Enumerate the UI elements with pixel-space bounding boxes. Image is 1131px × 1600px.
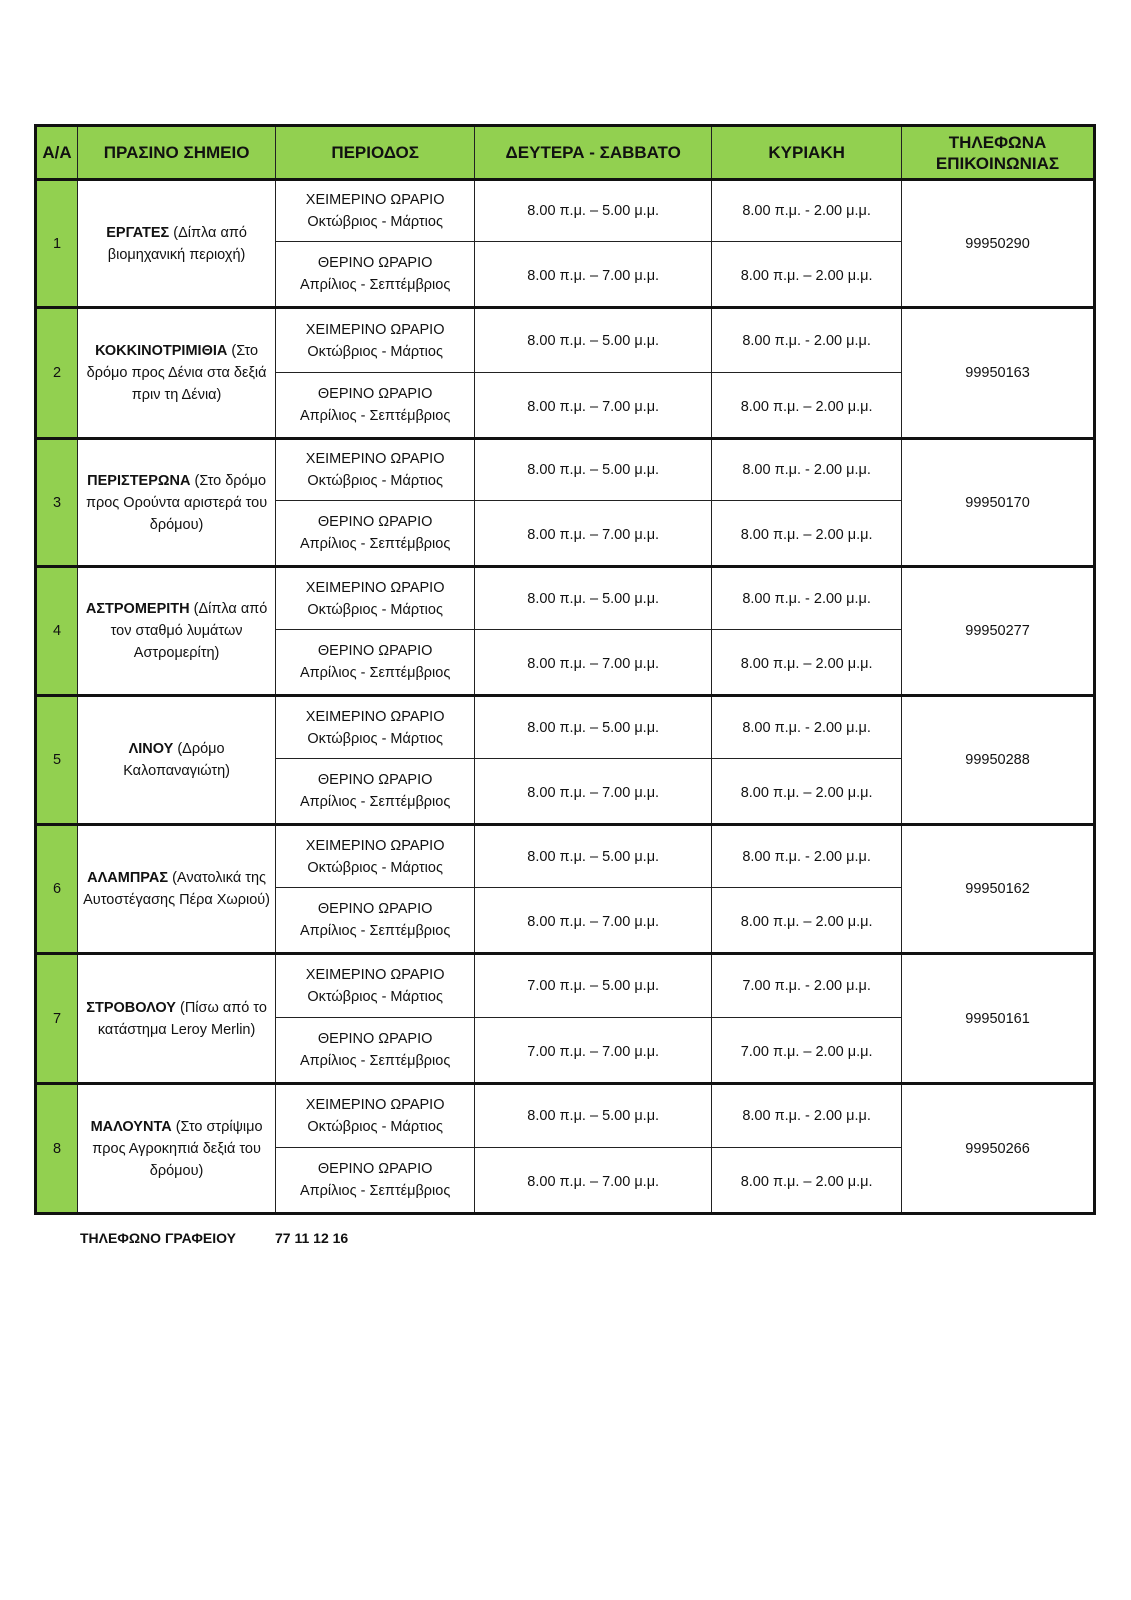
green-point-location: [78, 954, 276, 1084]
period-summer-months: Απρίλιος - Σεπτέμβριος: [299, 277, 451, 293]
green-point-location: [78, 567, 276, 696]
header-phones-line1: ΤΗΛΕΦΩΝΑ: [948, 132, 1047, 152]
green-point-location: [78, 1084, 276, 1214]
period-summer-months: Απρίλιος - Σεπτέμβριος: [299, 536, 451, 552]
period-winter-label: ΧΕΙΜΕΡΙΝΟ ΩΡΑΡΙΟ: [305, 837, 445, 854]
summer-sunday-hours: 8.00 π.μ. – 2.00 μ.μ.: [712, 501, 902, 567]
row-number: 6: [36, 825, 78, 954]
location-name: ΕΡΓΑΤΕΣ: [106, 224, 170, 241]
period-summer-months: Απρίλιος - Σεπτέμβριος: [299, 794, 451, 810]
winter-sunday-hours: 8.00 π.μ. - 2.00 μ.μ.: [712, 1084, 902, 1148]
winter-weekdays-hours: 8.00 π.μ. – 5.00 μ.μ.: [475, 439, 712, 501]
period-summer-months: Απρίλιος - Σεπτέμβριος: [299, 923, 451, 939]
summer-weekdays-hours: 8.00 π.μ. – 7.00 μ.μ.: [475, 759, 712, 825]
winter-weekdays-hours: 8.00 π.μ. – 5.00 μ.μ.: [475, 180, 712, 242]
summer-sunday-hours: 8.00 π.μ. – 2.00 μ.μ.: [712, 759, 902, 825]
period-winter: [276, 567, 475, 630]
winter-sunday-hours: 7.00 π.μ. - 2.00 μ.μ.: [712, 954, 902, 1018]
row-number: 1: [36, 180, 78, 308]
period-winter-months: Οκτώβριος - Μάρτιος: [307, 601, 443, 618]
period-winter-label: ΧΕΙΜΕΡΙΝΟ ΩΡΑΡΙΟ: [305, 708, 445, 725]
row-number: 2: [36, 308, 78, 439]
period-summer-months: Απρίλιος - Σεπτέμβριος: [299, 1053, 451, 1069]
period-winter-months: Οκτώβριος - Μάρτιος: [307, 473, 443, 489]
table-row: [36, 180, 1095, 242]
table-row: [36, 1084, 1095, 1148]
winter-weekdays-hours: 8.00 π.μ. – 5.00 μ.μ.: [475, 696, 712, 759]
contact-phone: 99950162: [902, 825, 1095, 954]
table-row: [36, 696, 1095, 759]
period-summer: [276, 630, 475, 696]
period-summer: [276, 888, 475, 954]
summer-weekdays-hours: 8.00 π.μ. – 7.00 μ.μ.: [475, 630, 712, 696]
table-row: [36, 825, 1095, 888]
contact-phone: 99950161: [902, 954, 1095, 1084]
winter-weekdays-hours: 8.00 π.μ. – 5.00 μ.μ.: [475, 308, 712, 373]
winter-weekdays-hours: 8.00 π.μ. – 5.00 μ.μ.: [475, 825, 712, 888]
period-summer-months: Απρίλιος - Σεπτέμβριος: [299, 665, 451, 681]
header-weekdays: ΔΕΥΤΕΡΑ - ΣΑΒΒΑΤΟ: [475, 126, 712, 180]
location-name: ΠΕΡΙΣΤΕΡΩΝΑ: [87, 472, 191, 489]
schedule-table: [34, 124, 1096, 1215]
period-summer-months: Απρίλιος - Σεπτέμβριος: [299, 408, 451, 424]
period-summer-label: ΘΕΡΙΝΟ ΩΡΑΡΙΟ: [317, 1031, 433, 1047]
period-winter: [276, 439, 475, 501]
summer-sunday-hours: 8.00 π.μ. – 2.00 μ.μ.: [712, 242, 902, 308]
schedule-body: [36, 180, 1095, 1214]
period-winter-months: Οκτώβριος - Μάρτιος: [307, 1119, 443, 1135]
green-point-location: [78, 180, 276, 308]
summer-weekdays-hours: 8.00 π.μ. – 7.00 μ.μ.: [475, 888, 712, 954]
location-description: (Ανατολικά της Αυτοστέγασης Πέρα Χωριού): [83, 870, 271, 908]
contact-phone: 99950288: [902, 696, 1095, 825]
period-summer-label: ΘΕΡΙΝΟ ΩΡΑΡΙΟ: [317, 901, 433, 917]
location-name: ΛΙΝΟΥ: [128, 741, 174, 757]
period-winter: [276, 180, 475, 242]
location-name: ΣΤΡΟΒΟΛΟΥ: [86, 999, 176, 1016]
location-name: ΑΣΤΡΟΜΕΡΙΤΗ: [85, 601, 190, 617]
table-row: [36, 567, 1095, 630]
header-aa: Α/Α: [36, 126, 78, 180]
period-winter-label: ΧΕΙΜΕΡΙΝΟ ΩΡΑΡΙΟ: [305, 321, 445, 338]
period-winter: [276, 1084, 475, 1148]
contact-phone: 99950163: [902, 308, 1095, 439]
period-winter-label: ΧΕΙΜΕΡΙΝΟ ΩΡΑΡΙΟ: [305, 967, 445, 983]
period-summer: [276, 501, 475, 567]
summer-weekdays-hours: 8.00 π.μ. – 7.00 μ.μ.: [475, 373, 712, 439]
period-summer-label: ΘΕΡΙΝΟ ΩΡΑΡΙΟ: [317, 1161, 433, 1177]
period-summer-label: ΘΕΡΙΝΟ ΩΡΑΡΙΟ: [317, 386, 433, 402]
winter-sunday-hours: 8.00 π.μ. - 2.00 μ.μ.: [712, 825, 902, 888]
period-winter: [276, 954, 475, 1018]
row-number: 8: [36, 1084, 78, 1214]
location-description: (Δίπλα από βιομηχανική περιοχή): [107, 224, 247, 263]
period-summer-months: Απρίλιος - Σεπτέμβριος: [299, 1183, 451, 1199]
location-name: ΚΟΚΚΙΝΟΤΡΙΜΙΘΙΑ: [95, 343, 228, 359]
summer-weekdays-hours: 8.00 π.μ. – 7.00 μ.μ.: [475, 501, 712, 567]
period-summer: [276, 1018, 475, 1084]
period-winter-months: Οκτώβριος - Μάρτιος: [307, 730, 443, 747]
table-row: [36, 308, 1095, 373]
summer-sunday-hours: 8.00 π.μ. – 2.00 μ.μ.: [712, 888, 902, 954]
period-winter-months: Οκτώβριος - Μάρτιος: [307, 859, 443, 876]
header-sunday: ΚΥΡΙΑΚΗ: [712, 126, 902, 180]
winter-sunday-hours: 8.00 π.μ. - 2.00 μ.μ.: [712, 308, 902, 373]
summer-sunday-hours: 8.00 π.μ. – 2.00 μ.μ.: [712, 1148, 902, 1214]
period-summer: [276, 759, 475, 825]
period-winter-label: ΧΕΙΜΕΡΙΝΟ ΩΡΑΡΙΟ: [305, 1097, 445, 1113]
contact-phone: 99950266: [902, 1084, 1095, 1214]
winter-weekdays-hours: 7.00 π.μ. – 5.00 μ.μ.: [475, 954, 712, 1018]
table-row: [36, 954, 1095, 1018]
period-summer: [276, 1148, 475, 1214]
period-winter-label: ΧΕΙΜΕΡΙΝΟ ΩΡΑΡΙΟ: [305, 451, 445, 467]
period-summer-label: ΘΕΡΙΝΟ ΩΡΑΡΙΟ: [317, 255, 433, 271]
winter-sunday-hours: 8.00 π.μ. - 2.00 μ.μ.: [712, 180, 902, 242]
summer-sunday-hours: 8.00 π.μ. – 2.00 μ.μ.: [712, 373, 902, 439]
location-name: ΑΛΑΜΠΡΑΣ: [87, 870, 169, 886]
row-number: 4: [36, 567, 78, 696]
period-summer-label: ΘΕΡΙΝΟ ΩΡΑΡΙΟ: [317, 643, 433, 659]
green-point-location: [78, 439, 276, 567]
period-winter-months: Οκτώβριος - Μάρτιος: [307, 214, 443, 230]
summer-weekdays-hours: 7.00 π.μ. – 7.00 μ.μ.: [475, 1018, 712, 1084]
winter-weekdays-hours: 8.00 π.μ. – 5.00 μ.μ.: [475, 1084, 712, 1148]
green-point-location: [78, 825, 276, 954]
green-point-location: [78, 696, 276, 825]
period-winter: [276, 825, 475, 888]
period-winter-label: ΧΕΙΜΕΡΙΝΟ ΩΡΑΡΙΟ: [305, 579, 445, 596]
period-summer-label: ΘΕΡΙΝΟ ΩΡΑΡΙΟ: [317, 514, 433, 530]
period-winter: [276, 696, 475, 759]
office-phone-number: 77 11 12 16: [275, 1230, 349, 1246]
period-winter-months: Οκτώβριος - Μάρτιος: [307, 989, 443, 1005]
location-description: (Πίσω από το κατάστημα Leroy Merlin): [97, 999, 267, 1038]
office-phone-label: ΤΗΛΕΦΩΝΟ ΓΡΑΦΕΙΟΥ: [80, 1230, 236, 1246]
winter-sunday-hours: 8.00 π.μ. - 2.00 μ.μ.: [712, 439, 902, 501]
summer-sunday-hours: 8.00 π.μ. – 2.00 μ.μ.: [712, 630, 902, 696]
period-winter-label: ΧΕΙΜΕΡΙΝΟ ΩΡΑΡΙΟ: [305, 192, 445, 208]
contact-phone: 99950170: [902, 439, 1095, 567]
office-phone: [80, 1230, 348, 1246]
location-description: (Δρόμο Καλοπαναγιώτη): [123, 741, 230, 779]
summer-weekdays-hours: 8.00 π.μ. – 7.00 μ.μ.: [475, 1148, 712, 1214]
summer-sunday-hours: 7.00 π.μ. – 2.00 μ.μ.: [712, 1018, 902, 1084]
summer-weekdays-hours: 8.00 π.μ. – 7.00 μ.μ.: [475, 242, 712, 308]
winter-sunday-hours: 8.00 π.μ. - 2.00 μ.μ.: [712, 696, 902, 759]
contact-phone: 99950277: [902, 567, 1095, 696]
green-point-location: [78, 308, 276, 439]
period-summer: [276, 242, 475, 308]
header-green-point: ΠΡΑΣΙΝΟ ΣΗΜΕΙΟ: [78, 126, 276, 180]
header-period: ΠΕΡΙΟΔΟΣ: [276, 126, 475, 180]
location-description: (Στο δρόμο προς Ορούντα αριστερά του δρόμου): [85, 472, 268, 533]
header-row: [36, 126, 1095, 180]
winter-sunday-hours: 8.00 π.μ. - 2.00 μ.μ.: [712, 567, 902, 630]
row-number: 5: [36, 696, 78, 825]
row-number: 3: [36, 439, 78, 567]
location-description: (Δίπλα από τον σταθμό λυμάτων Αστρομερίτη): [110, 601, 268, 661]
header-phones-line2: ΕΠΙΚΟΙΝΩΝΙΑΣ: [935, 153, 1060, 173]
winter-weekdays-hours: 8.00 π.μ. – 5.00 μ.μ.: [475, 567, 712, 630]
location-description: (Στο στρίψιμο προς Αγροκηπιά δεξιά του δρόμου): [92, 1118, 263, 1179]
period-summer-label: ΘΕΡΙΝΟ ΩΡΑΡΙΟ: [317, 772, 433, 788]
table-row: [36, 439, 1095, 501]
contact-phone: 99950290: [902, 180, 1095, 308]
header-phones: [902, 126, 1095, 180]
period-winter-months: Οκτώβριος - Μάρτιος: [307, 343, 443, 360]
location-name: ΜΑΛΟΥΝΤΑ: [90, 1118, 172, 1135]
row-number: 7: [36, 954, 78, 1084]
period-winter: [276, 308, 475, 373]
location-description: (Στο δρόμο προς Δένια στα δεξιά πριν τη Δένια): [86, 343, 267, 403]
period-summer: [276, 373, 475, 439]
